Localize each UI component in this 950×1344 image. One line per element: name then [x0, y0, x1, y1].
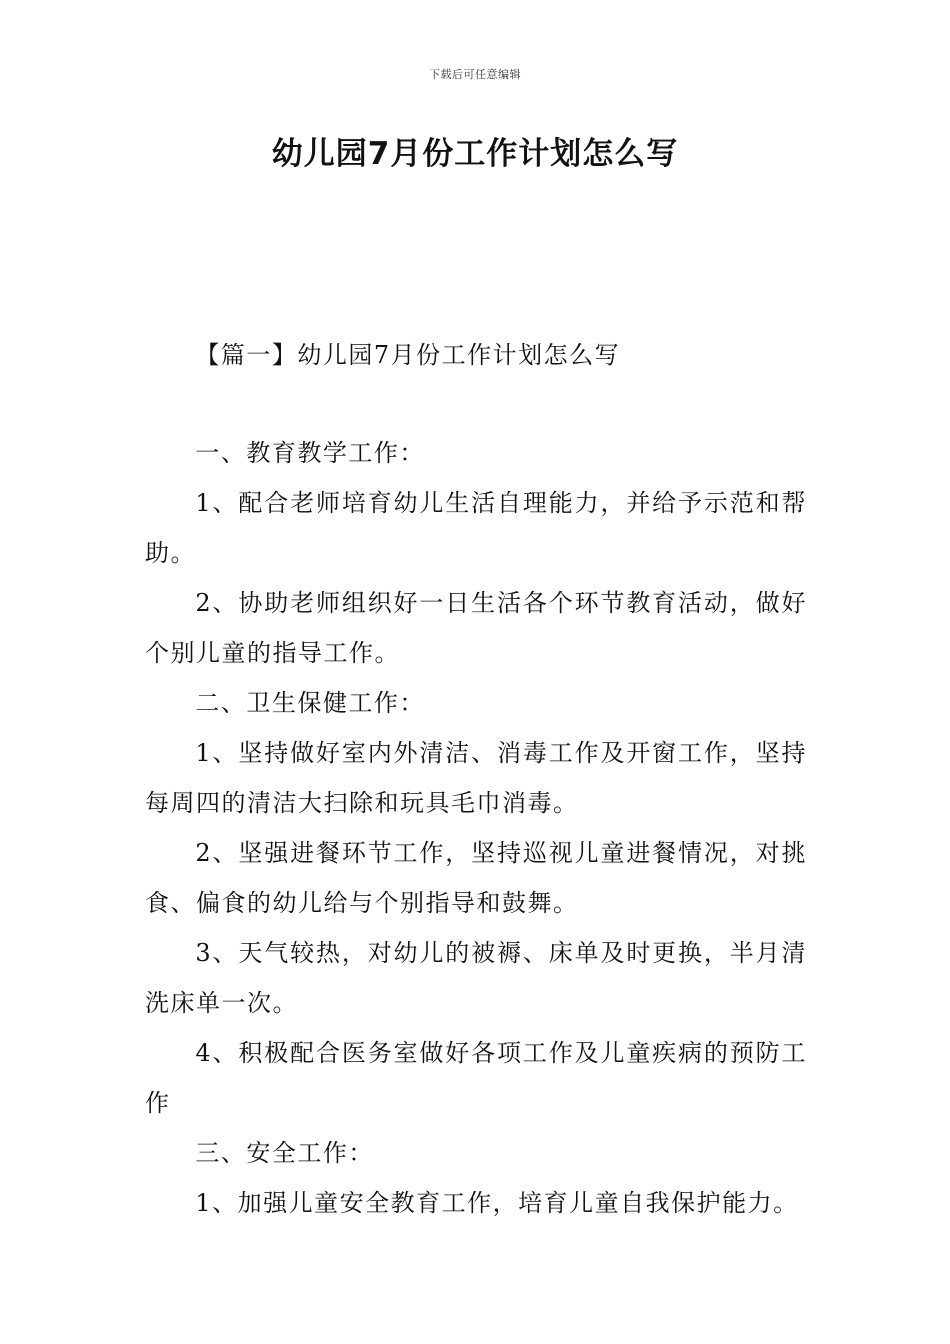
paragraph: 2、协助老师组织好一日生活各个环节教育活动，做好个别儿童的指导工作。: [145, 589, 807, 667]
paragraph: 1、加强儿童安全教育工作，培育儿童自我保护能力。: [195, 1189, 799, 1217]
paragraph: 3、天气较热，对幼儿的被褥、床单及时更换，半月清洗床单一次。: [145, 939, 807, 1017]
document-title: 幼儿园7月份工作计划怎么写: [271, 136, 679, 172]
paragraph: 1、配合老师培育幼儿生活自理能力，并给予示范和帮助。: [145, 489, 807, 567]
header-note: 下载后可任意编辑: [429, 68, 521, 81]
heading-education: 一、教育教学工作：: [195, 439, 425, 467]
section-subtitle: 【篇一】幼儿园7月份工作计划怎么写: [195, 341, 621, 369]
heading-health: 二、卫生保健工作：: [195, 689, 425, 717]
paragraph: 1、坚持做好室内外清洁、消毒工作及开窗工作，坚持每周四的清洁大扫除和玩具毛巾消毒。: [145, 739, 807, 817]
heading-safety: 三、安全工作：: [195, 1139, 374, 1167]
document-body: [145, 330, 807, 1228]
paragraph: 2、坚强进餐环节工作，坚持巡视儿童进餐情况，对挑食、偏食的幼儿给与个别指导和鼓舞。: [145, 839, 807, 917]
paragraph: 4、积极配合医务室做好各项工作及儿童疾病的预防工作: [145, 1039, 807, 1117]
